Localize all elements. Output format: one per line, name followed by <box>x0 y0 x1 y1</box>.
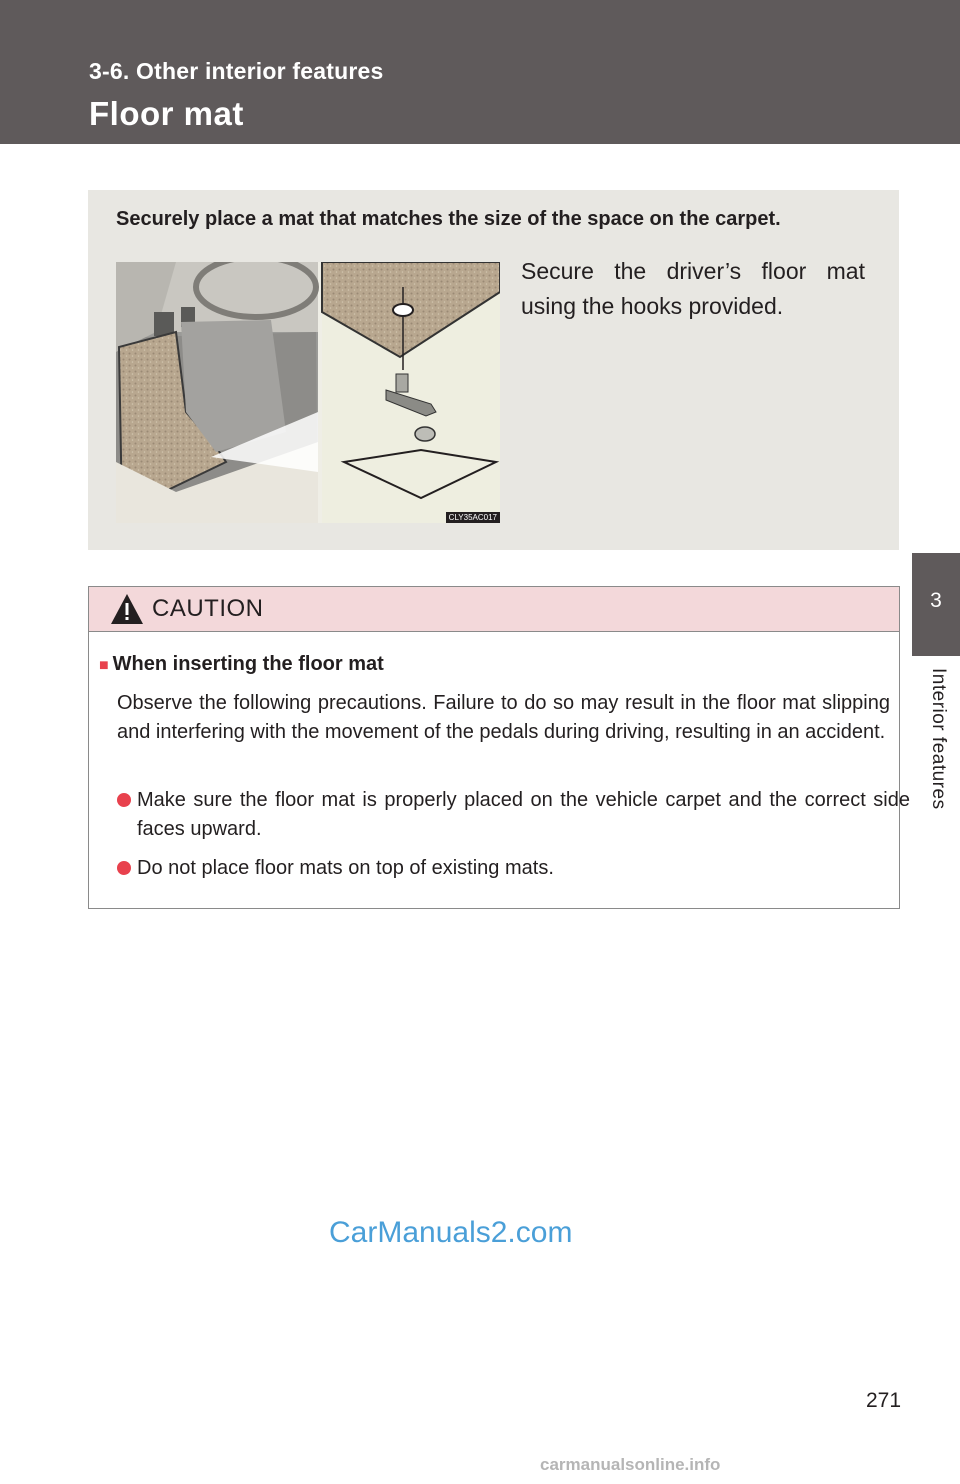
warning-icon <box>109 592 145 626</box>
caution-box <box>88 586 910 909</box>
info-description: Secure the driver’s floor mat using the hooks provided. <box>521 258 865 319</box>
square-bullet-icon: ■ <box>99 657 109 674</box>
info-heading: Securely place a mat that matches the size of the space on the carpet. <box>116 208 781 230</box>
bullet-dot-icon <box>117 793 131 807</box>
watermark-carmanualsonline[interactable]: carmanualsonline.info <box>540 1455 721 1474</box>
caution-paragraph: Observe the following precautions. Failure to do so may result in the floor mat slipping and interfering with the movement of the pedals during driving, resulting in an accident. <box>117 692 890 743</box>
caution-bullet <box>117 854 910 883</box>
caution-header <box>89 587 899 632</box>
floor-mat-illustration <box>116 262 500 523</box>
page-header <box>0 0 960 144</box>
chapter-label: Interior features <box>928 668 949 810</box>
bullet-dot-icon <box>117 861 131 875</box>
watermark-carmanuals2[interactable]: CarManuals2.com <box>329 1216 573 1249</box>
caution-bullet-text: Make sure the floor mat is properly placed on the vehicle carpet and the correct side faces upward. <box>137 789 910 840</box>
section-label: 3-6. Other interior features <box>89 58 384 84</box>
caution-bullet-text: Do not place floor mats on top of existing mats. <box>137 857 554 879</box>
info-box <box>88 190 899 550</box>
page-title: Floor mat <box>89 95 244 132</box>
floor-mat-drawing <box>116 262 500 523</box>
page-number: 271 <box>866 1389 902 1412</box>
caution-title: CAUTION <box>152 595 264 622</box>
chapter-tab: 3 <box>912 553 960 656</box>
caution-subheading-text: When inserting the floor mat <box>112 653 384 675</box>
figure-code: CLY35AC017 <box>446 512 500 523</box>
caution-bullet <box>117 786 910 844</box>
caution-subheading <box>99 650 384 680</box>
